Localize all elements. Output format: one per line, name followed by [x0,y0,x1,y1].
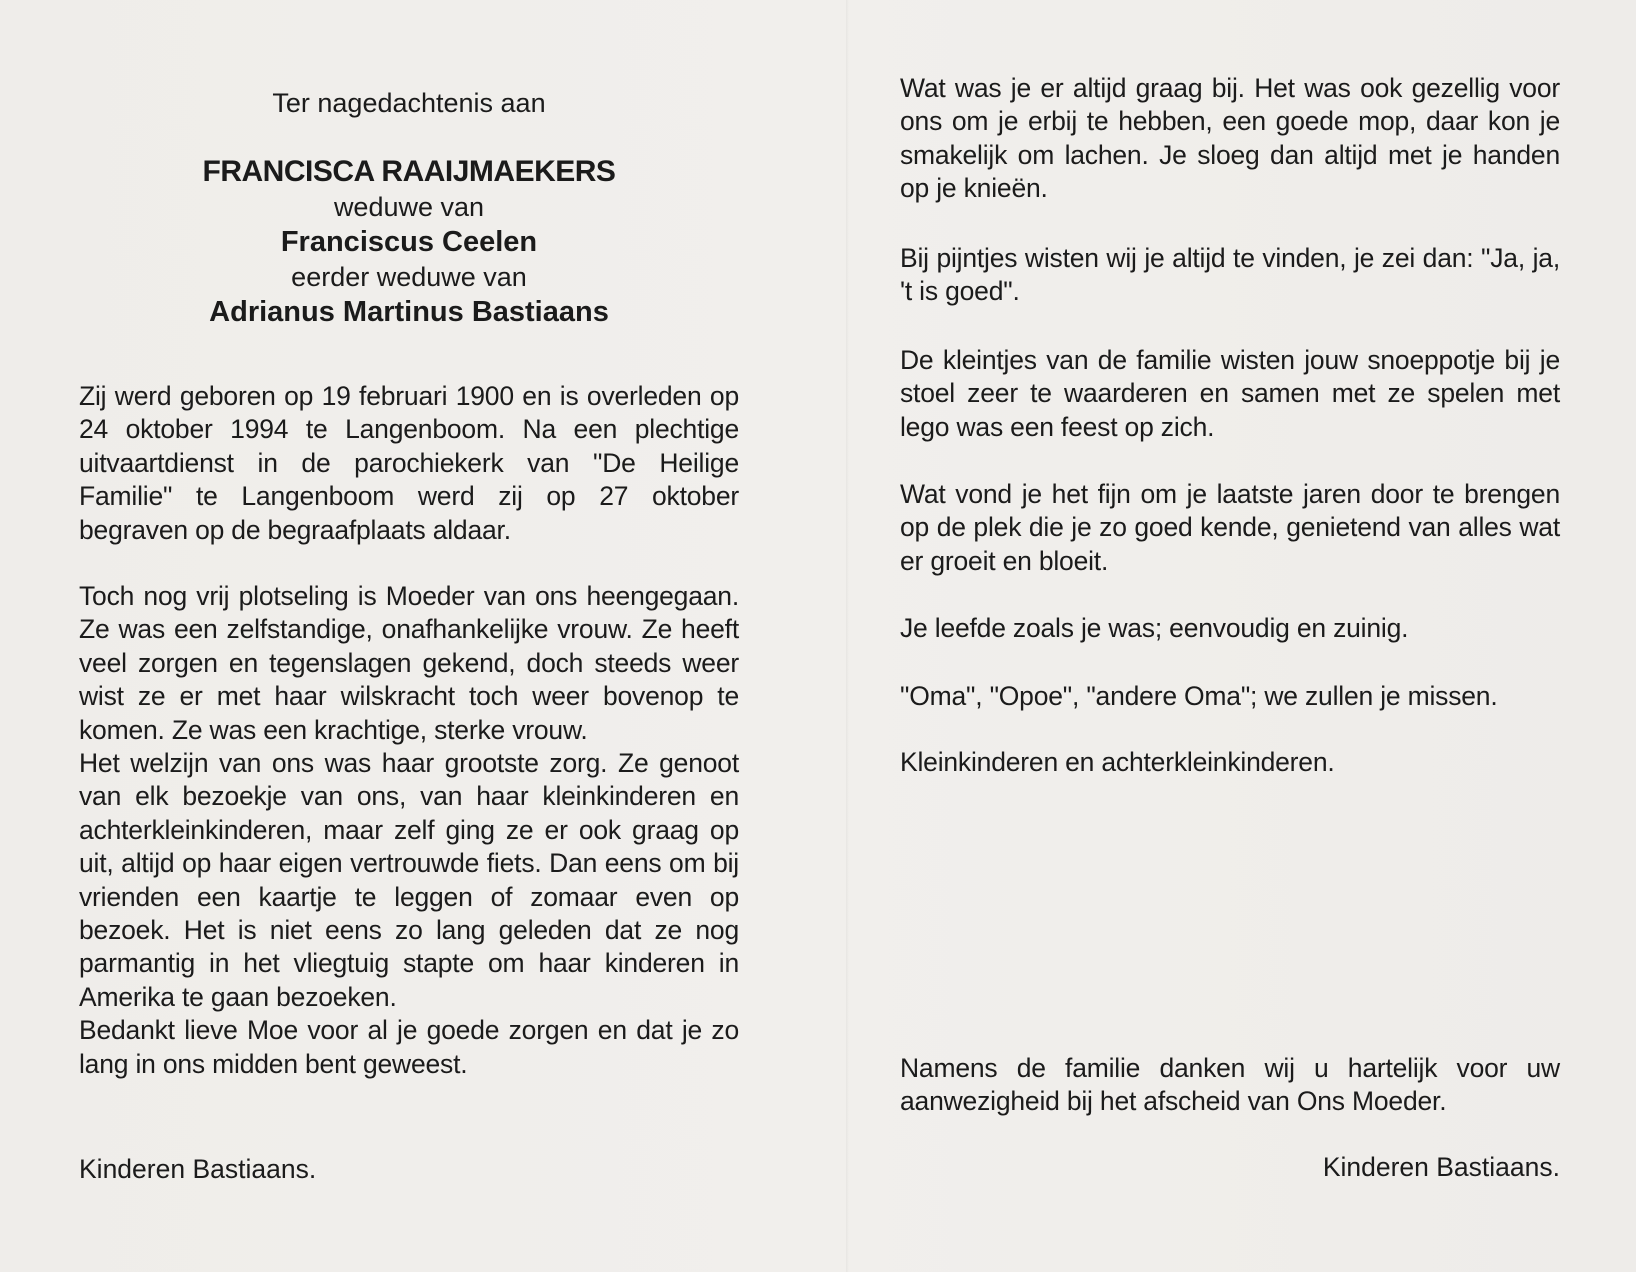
poem-signature: Kleinkinderen en achterkleinkinderen. [900,747,1335,777]
card-fold [846,0,849,1272]
poem-paragraph-6: "Oma", "Opoe", "andere Oma"; we zullen je missen. [900,681,1498,711]
tribute-paragraph-3: Bedankt lieve Moe voor al je goede zorgen en dat je zo lang in ons midden bent geweest. [79,1015,739,1079]
tribute-paragraph-1: Toch nog vrij plotseling is Moeder van ons heengegaan. Ze was een zelfstandige, onafhankelijke vrouw. Ze heeft veel zorgen en tegenslagen gekend, doch steeds weer wist ze er met haar wilskracht toch weer bovenop te komen. Ze was een krachtige, sterke vrouw. [79,581,739,745]
left-panel [79,0,739,1272]
poem-paragraph-4: Wat vond je het fijn om je laatste jaren door te brengen op de plek die je zo goed kende, genietend van alles wat er groeit en bloeit. [900,479,1560,576]
intro-line: Ter nagedachtenis aan [272,88,546,118]
widow-of-label: weduwe van [333,192,485,222]
tribute-text [79,580,739,1081]
poem-paragraph-1: Wat was je er altijd graag bij. Het was ook gezellig voor ons om je erbij te hebben, een goede mop, daar kon je smakelijk om lachen. Je sloeg dan altijd met je handen op je knieën. [900,73,1560,204]
name-block [79,154,739,330]
poem-paragraph-2: Bij pijntjes wisten wij je altijd te vinden, je zei dan: "Ja, ja, 't is goed". [900,243,1560,307]
thanks-paragraph: Namens de familie danken wij u hartelijk voor uw aanwezigheid bij het afscheid van Ons Moeder. [900,1053,1560,1117]
left-signature: Kinderen Bastiaans. [79,1154,317,1184]
tribute-paragraph-2: Het welzijn van ons was haar grootste zorg. Ze genoot van elk bezoekje van ons, van haar kleinkinderen en achterkleinkinderen, maar zelf ging ze er ook graag op uit, altijd op haar eigen vertrouwde fiets. Dan eens om bij vrienden een kaartje te leggen of zomaar even op bezoek. Het is niet eens zo lang geleden dat ze nog parmantig in het vliegtuig stapte om haar kinderen in Amerika te gaan bezoeken. [79,748,739,1012]
deceased-name: FRANCISCA RAAIJMAEKERS [202,155,616,188]
spouse-name-2: Adrianus Martinus Bastiaans [209,296,609,328]
poem-paragraph-5: Je leefde zoals je was; eenvoudig en zuinig. [900,613,1409,643]
spouse-name-1: Franciscus Ceelen [280,226,538,258]
birth-death-paragraph: Zij werd geboren op 19 februari 1900 en is overleden op 24 oktober 1994 te Langenboom. Na een plechtige uitvaartdienst in de parochiekerk van "De Heilige Familie" te Langenboom werd zij op 27 oktober begraven op de begraafplaats aldaar. [79,381,739,545]
right-signature: Kinderen Bastiaans. [1322,1152,1560,1182]
right-panel [900,0,1560,1272]
poem-paragraph-3: De kleintjes van de familie wisten jouw snoeppotje bij je stoel zeer te waarderen en samen met ze spelen met lego was een feest op zich. [900,345,1560,442]
previous-widow-label: eerder weduwe van [291,262,527,292]
